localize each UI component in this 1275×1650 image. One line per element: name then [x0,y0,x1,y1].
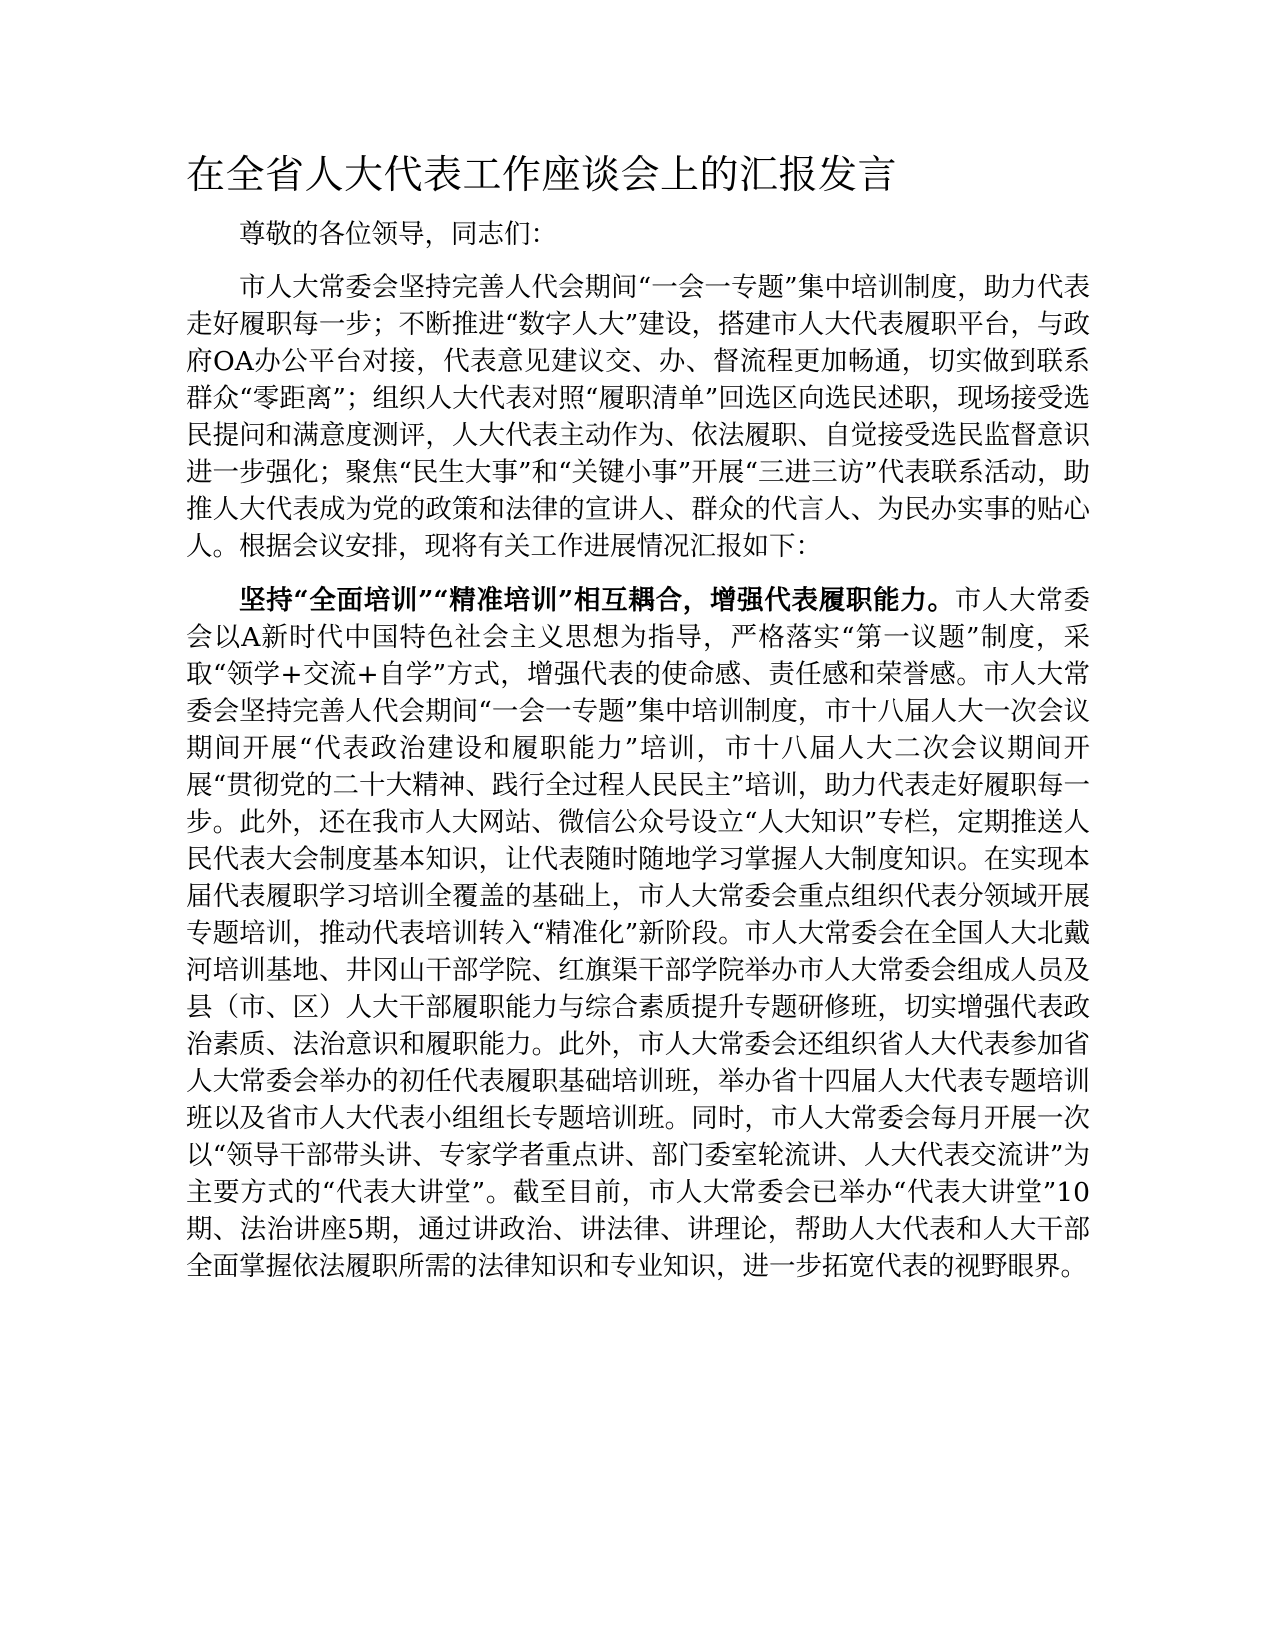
section-paragraph [186,582,1090,1285]
section-heading: 坚持“全面培训”“精准培训”相互耦合，增强代表履职能力。 [239,585,955,616]
intro-paragraph: 市人大常委会坚持完善人代会期间“一会一专题”集中培训制度，助力代表走好履职每一步；不断推进“数字人大”建设，搭建市人大代表履职平台，与政府OA办公平台对接，代表意见建议交、办、督流程更加畅通，切实做到联系群众“零距离”；组织人大代表对照“履职清单”回选区向选民述职，现场接受选民提问和满意度测评，人大代表主动作为、依法履职、自觉接受选民监督意识进一步强化；聚焦“民生大事”和“关键小事”开展“三进三访”代表联系活动，助推人大代表成为党的政策和法律的宣讲人、群众的代言人、为民办实事的贴心人。根据会议安排，现将有关工作进展情况汇报如下： [186,272,1090,562]
document-content [186,150,1090,1285]
salutation-paragraph: 尊敬的各位领导，同志们： [239,219,557,250]
document-title: 在全省人大代表工作座谈会上的汇报发言 [186,153,898,198]
section-body: 市人大常委会以A新时代中国特色社会主义思想为指导，严格落实“第一议题”制度，采取“领学+交流+自学”方式，增强代表的使命感、责任感和荣誉感。市人大常委会坚持完善人代会期间“一会一专题”集中培训制度，市十八届人大一次会议期间开展“代表政治建设和履职能力”培训，市十八届人大二次会议期间开展“贯彻党的二十大精神、践行全过程人民民主”培训，助力代表走好履职每一步。此外，还在我市人大网站、微信公众号设立“人大知识”专栏，定期推送人民代表大会制度基本知识，让代表随时随地学习掌握人大制度知识。在实现本届代表履职学习培训全覆盖的基础上，市人大常委会重点组织代表分领域开展专题培训，推动代表培训转入“精准化”新阶段。市人大常委会在全国人大北戴河培训基地、井冈山干部学院、红旗渠干部学院举办市人大常委会组成人员及县（市、区）人大干部履职能力与综合素质提升专题研修班，切实增强代表政治素质、法治意识和履职能力。此外，市人大常委会还组织省人大代表参加省人大常委会举办的初任代表履职基础培训班，举办省十四届人大代表专题培训班以及省市人大代表小组组长专题培训班。同时，市人大常委会每月开展一次以“领导干部带头讲、专家学者重点讲、部门委室轮流讲、人大代表交流讲”为主要方式的“代表大讲堂”。截至目前，市人大常委会已举办“代表大讲堂”10期、法治讲座5期，通过讲政治、讲法律、讲理论，帮助人大代表和人大干部全面掌握依法履职所需的法律知识和专业知识，进一步拓宽代表的视野眼界。 [186,585,1090,1282]
